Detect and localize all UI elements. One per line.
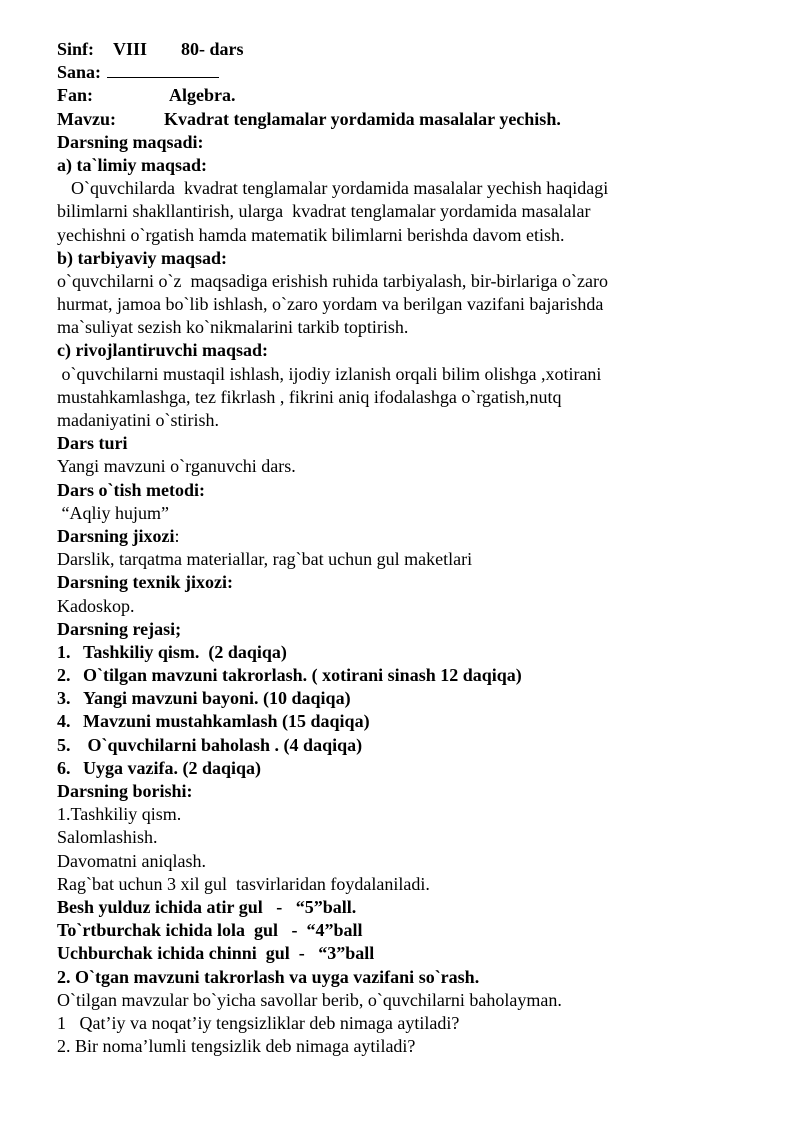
reja-item-number: 1. [57,641,71,662]
sinf-row [57,38,757,61]
metod-title: Dars o`tish metodi: [57,479,205,500]
sana-blank-line [107,62,219,78]
borishi-title: Darsning borishi: [57,781,193,801]
tarbiyaviy-title: b) tarbiyaviy maqsad: [57,247,228,268]
rivojlantiruvchi-line: mustahkamlashga, tez fikrlash , fikrini aniq ifodalashga o`rgatish,nutq [57,386,562,407]
reja-item [57,757,757,780]
borishi-line: 1.Tashkiliy qism. [57,804,182,825]
reja-item [57,734,757,757]
reja-item-number: 5. [57,734,71,755]
borishi-line: Davomatni aniqlash. [57,850,206,871]
tarbiyaviy-line: o`quvchilarni o`z maqsadiga erishish ruhida tarbiyalash, bir-birlariga o`zaro [57,270,608,291]
borishi-line: Rag`bat uchun 3 xil gul tasvirlaridan foydalaniladi. [57,873,430,894]
reja-item-text: O`quvchilarni baholash . (4 daqiqa) [83,734,363,755]
reja-title: Darsning rejasi; [57,618,182,639]
fan-row [57,84,757,107]
tarbiyaviy-line: ma`suliyat sezish ko`nikmalarini tarkib toptirish. [57,317,409,338]
fan-value: Algebra. [169,85,236,106]
dars-number: 80- dars [181,39,244,59]
reja-item [57,664,757,687]
section2-line: 2. Bir noma’lumli tengsizlik deb nimaga aytiladi? [57,1036,416,1057]
rivojlantiruvchi-title: c) rivojlantiruvchi maqsad: [57,340,268,361]
reja-item-text: Yangi mavzuni bayoni. (10 daqiqa) [83,688,351,709]
jixoz-colon: : [174,525,180,546]
reja-item [57,641,757,664]
reja-item-number: 6. [57,757,71,778]
sinf-value: VIII [113,39,148,59]
borishi-line: Salomlashish. [57,827,158,848]
reja-item [57,710,757,733]
sana-row [57,61,757,84]
reja-item [57,687,757,710]
rivojlantiruvchi-line: o`quvchilarni mustaqil ishlash, ijodiy izlanish orqali bilim olishga ,xotirani [57,363,602,384]
dars-turi-title: Dars turi [57,433,128,454]
talimiy-line: yechishni o`rgatish hamda matematik bilimlarni berishda davom etish. [57,224,565,245]
reja-item-text: Tashkiliy qism. (2 daqiqa) [83,641,287,662]
mavzu-row [57,108,757,131]
lesson-plan-document [57,38,757,1058]
reja-item-text: O`tilgan mavzuni takrorlash. ( xotirani sinash 12 daqiqa) [83,665,522,686]
mavzu-label: Mavzu: [57,108,116,129]
reja-item-number: 4. [57,711,71,732]
ball-line: Uchburchak ichida chinni gul - “3”ball [57,943,375,964]
sana-label: Sana: [57,62,102,83]
maqsad-title: Darsning maqsadi: [57,131,204,152]
texnik-title: Darsning texnik jixozi: [57,572,234,593]
jixoz-value: Darslik, tarqatma materiallar, rag`bat uchun gul maketlari [57,549,473,570]
reja-item-number: 3. [57,688,71,709]
fan-label: Fan: [57,85,93,106]
dars-turi-value: Yangi mavzuni o`rganuvchi dars. [57,456,296,477]
reja-item-text: Uyga vazifa. (2 daqiqa) [83,757,262,778]
section2-line: 1 Qat’iy va noqat’iy tengsizliklar deb nimaga aytiladi? [57,1012,460,1033]
tarbiyaviy-line: hurmat, jamoa bo`lib ishlash, o`zaro yordam va berilgan vazifani bajarishda [57,294,604,315]
talimiy-line: bilimlarni shakllantirish, ularga kvadrat tenglamalar yordamida masalalar [57,201,591,222]
jixoz-title: Darsning jixozi [57,525,175,546]
mavzu-value: Kvadrat tenglamalar yordamida masalalar yechish. [164,108,561,129]
reja-item-number: 2. [57,665,71,686]
jixoz-row [57,525,757,548]
metod-value: “Aqliy hujum” [57,502,169,523]
reja-item-text: Mavzuni mustahkamlash (15 daqiqa) [83,711,370,732]
rivojlantiruvchi-line: madaniyatini o`stirish. [57,410,219,430]
section2-title: 2. O`tgan mavzuni takrorlash va uyga vazifani so`rash. [57,966,480,987]
ball-line: Besh yulduz ichida atir gul - “5”ball. [57,896,357,917]
texnik-value: Kadoskop. [57,595,135,616]
section2-line: O`tilgan mavzular bo`yicha savollar berib, o`quvchilarni baholayman. [57,989,562,1010]
ball-line: To`rtburchak ichida lola gul - “4”ball [57,920,363,941]
sinf-label: Sinf: [57,39,95,59]
talimiy-title: a) ta`limiy maqsad: [57,154,207,175]
talimiy-line: O`quvchilarda kvadrat tenglamalar yordamida masalalar yechish haqidagi [71,178,609,199]
